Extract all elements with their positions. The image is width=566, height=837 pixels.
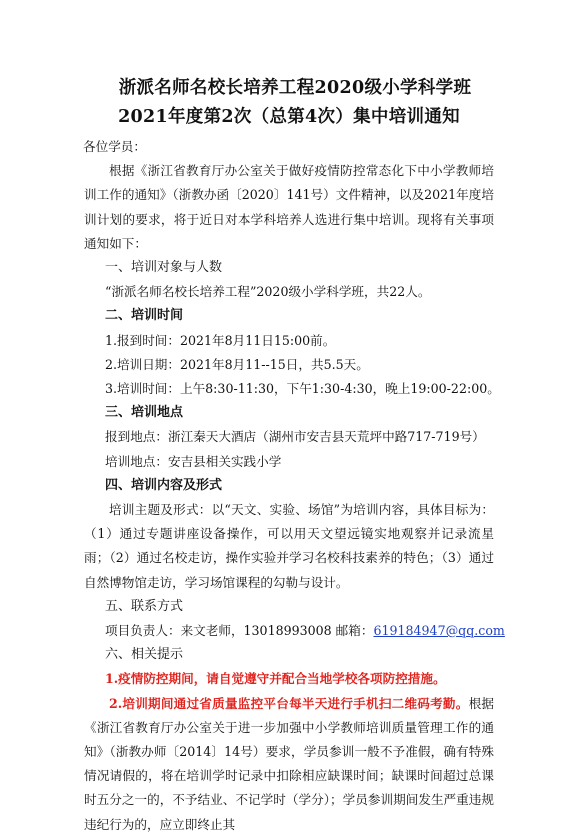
section-2-item-2: 2.培训日期：2021年8月11--15日，共5.5天。: [105, 356, 369, 372]
contact-email-link[interactable]: 619184947@qq.com: [373, 623, 505, 639]
document-title-line-2: 2021年度第2次（总第4次）集中培训通知: [118, 107, 460, 127]
section-2-item-3: 3.培训时间：上午8:30-11:30，下午1:30-4:30，晚上19:00-22:00。: [105, 381, 500, 397]
tip-1-highlight: 1.疫情防控期间，请自觉遵守并配合当地学校各项防控措施。: [105, 671, 446, 687]
section-6-heading: 六、相关提示: [105, 647, 184, 663]
intro-paragraph: 根据《浙江省教育厅办公室关于做好疫情防控常态化下中小学教师培训工作的通知》（浙教办函〔2020〕141号）文件精神，以及2021年度培训计划的要求，将于近日对本学科培养人选进行集中培训。现将有关事项通知如下：: [84, 163, 494, 251]
salutation: 各位学员：: [83, 139, 146, 154]
contact-text: 项目负责人：来文老师，13018993008 邮箱：: [105, 623, 374, 639]
section-1-text: “浙派名师名校长培养工程”2020级小学科学班，共22人。: [105, 284, 431, 300]
tip-2-highlight: 2.培训期间通过省质量监控平台每半天进行手机扫二维码考勤。: [109, 695, 469, 711]
section-3-item-1: 报到地点：浙江秦天大酒店（湖州市安吉县天荒坪中路717-719号）: [105, 429, 485, 445]
section-5-contact: [84, 619, 505, 643]
section-2-item-1: 1.报到时间：2021年8月11日15:00前。: [105, 332, 336, 348]
section-5-heading: 五、联系方式: [105, 598, 184, 614]
section-4-heading: 四、培训内容及形式: [105, 477, 223, 493]
document-title-line-1: 浙派名师名校长培养工程2020级小学科学班: [118, 78, 472, 98]
section-3-heading: 三、培训地点: [105, 405, 184, 421]
tip-2-text: 根据《浙江省教育厅办公室关于进一步加强中小学教师培训质量管理工作的通知》（浙教办师〔2014〕14号）要求，学员参训一般不予准假，确有特殊情况请假的，将在培训学时记录中扣除相应缺课时间；缺课时间超过总课时五分之一的，不予结业、不记学时（学分）；学员参训期间发生严重违规违纪行为的，应立即终止其: [84, 695, 494, 832]
section-4-text: 培训主题及形式：以“天文、实验、场馆”为培训内容，具体目标为：（1）通过专题讲座设备操作，可以用天文望远镜实地观察并记录流星雨；（2）通过名校走访，操作实验并学习名校科技素养的特色；（3）通过自然博物馆走访，学习场馆课程的勾勒与设计。: [84, 502, 494, 590]
section-2-heading: 二、培训时间: [105, 308, 184, 324]
tip-2-paragraph: [84, 692, 494, 837]
section-3-item-2: 培训地点：安吉县相关实践小学: [105, 453, 282, 469]
section-1-heading: 一、培训对象与人数: [105, 260, 223, 276]
